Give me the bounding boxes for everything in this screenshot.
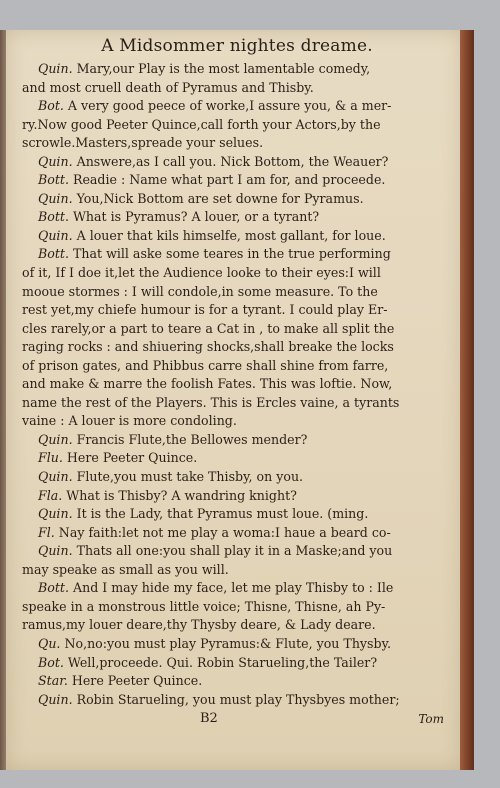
speaker-name: Quin. xyxy=(38,469,73,485)
line-text: and make & marre the foolish Fates. This was loftie. Now, xyxy=(22,376,393,392)
book-page xyxy=(6,30,462,770)
text-line xyxy=(22,412,452,431)
text-line xyxy=(22,431,452,450)
text-line xyxy=(22,449,452,468)
speaker-name: Flu. xyxy=(38,450,63,466)
text-line xyxy=(22,60,452,79)
line-text: mooue stormes : I will condole,in some measure. To the xyxy=(22,283,378,299)
text-line xyxy=(22,338,452,357)
text-line xyxy=(22,598,452,617)
text-line xyxy=(22,616,452,635)
speaker-name: Quin. xyxy=(38,543,73,559)
line-text: ramus,my louer deare,thy Thysby deare, & Lady deare. xyxy=(22,617,376,633)
line-text: That will aske some teares in the true performing xyxy=(72,246,391,262)
text-line xyxy=(22,375,452,394)
speaker-name: Star. xyxy=(38,673,68,689)
line-text: Nay faith:let not me play a woma:I haue a beard co- xyxy=(58,524,391,540)
line-text: Here Peeter Quince. xyxy=(66,450,198,466)
speaker-name: Bott. xyxy=(38,246,69,262)
text-line xyxy=(22,301,452,320)
speaker-name: Bot. xyxy=(38,98,64,114)
line-text: Answere,as I call you. Nick Bottom, the Weauer? xyxy=(76,153,389,169)
speaker-name: Quin. xyxy=(38,431,73,447)
speaker-name: Quin. xyxy=(38,61,73,76)
text-line xyxy=(22,505,452,524)
line-text: It is the Lady, that Pyramus must loue. (ming. xyxy=(76,506,369,522)
book-cover-edge xyxy=(460,30,474,770)
line-text: may speake as small as you will. xyxy=(22,561,229,577)
speaker-name: Quin. xyxy=(38,691,73,707)
text-line xyxy=(22,394,452,413)
text-line xyxy=(22,524,452,543)
line-text: Readie : Name what part I am for, and proceede. xyxy=(72,172,386,188)
speaker-name: Quin. xyxy=(38,506,73,522)
speaker-name: Bott. xyxy=(38,580,69,596)
text-line xyxy=(22,691,452,710)
text-line xyxy=(22,542,452,561)
line-text: ry.Now good Peeter Quince,call forth your Actors,by the xyxy=(22,116,381,132)
speaker-name: Bott. xyxy=(38,209,69,225)
text-line xyxy=(22,283,452,302)
text-line xyxy=(22,672,452,691)
line-text: and most cruell death of Pyramus and Thisby. xyxy=(22,79,314,95)
catchword: Tom xyxy=(418,712,444,727)
text-line xyxy=(22,635,452,654)
text-line xyxy=(22,561,452,580)
text-line xyxy=(22,153,452,172)
line-text: Robin Starueling, you must play Thysbyes mother; xyxy=(76,691,400,707)
line-text: No,no:you must play Pyramus:& Flute, you Thysby. xyxy=(64,635,392,651)
signature-mark: B2 xyxy=(200,711,218,727)
line-text: vaine : A louer is more condoling. xyxy=(22,413,237,429)
line-text: And I may hide my face, let me play Thisby to : Ile xyxy=(72,580,394,596)
text-line xyxy=(22,79,452,98)
text-line xyxy=(22,190,452,209)
speaker-name: Fla. xyxy=(38,487,63,503)
line-text: speake in a monstrous little voice; Thisne, Thisne, ah Py- xyxy=(22,598,386,614)
text-line xyxy=(22,227,452,246)
line-text: Francis Flute,the Bellowes mender? xyxy=(76,431,308,447)
line-text: Here Peeter Quince. xyxy=(71,673,203,689)
line-text: name the rest of the Players. This is Ercles vaine, a tyrants xyxy=(22,394,400,410)
page-footer xyxy=(22,709,452,731)
speaker-name: Quin. xyxy=(38,227,73,243)
text-line xyxy=(22,468,452,487)
line-text: A louer that kils himselfe, most gallant, for loue. xyxy=(76,227,386,243)
line-text: of prison gates, and Phibbus carre shall shine from farre, xyxy=(22,357,389,373)
line-text: scrowle.Masters,spreade your selues. xyxy=(22,135,264,151)
text-line xyxy=(22,171,452,190)
line-text: Mary,our Play is the most lamentable comedy, xyxy=(76,61,371,76)
text-body xyxy=(22,60,452,709)
line-text: What is Thisby? A wandring knight? xyxy=(66,487,297,503)
line-text: Thats all one:you shall play it in a Maske;and you xyxy=(76,543,393,559)
line-text: Well,proceede. Qui. Robin Starueling,the Tailer? xyxy=(67,654,378,670)
speaker-name: Quin. xyxy=(38,153,73,169)
line-text: What is Pyramus? A louer, or a tyrant? xyxy=(72,209,320,225)
text-line xyxy=(22,487,452,506)
text-line xyxy=(22,357,452,376)
speaker-name: Bot. xyxy=(38,654,64,670)
speaker-name: Fl. xyxy=(38,524,55,540)
speaker-name: Qu. xyxy=(38,635,61,651)
line-text: of it, If I doe it,let the Audience looke to their eyes:I will xyxy=(22,265,381,281)
text-line xyxy=(22,116,452,135)
line-text: A very good peece of worke,I assure you, & a mer- xyxy=(67,98,392,114)
line-text: Flute,you must take Thisby, on you. xyxy=(76,469,304,485)
text-line xyxy=(22,579,452,598)
text-line xyxy=(22,320,452,339)
speaker-name: Bott. xyxy=(38,172,69,188)
text-line xyxy=(22,97,452,116)
text-line xyxy=(22,208,452,227)
line-text: rest yet,my chiefe humour is for a tyrant. I could play Er- xyxy=(22,302,388,318)
line-text: You,Nick Bottom are set downe for Pyramus. xyxy=(76,190,364,206)
running-title: A Midsommer nightes dreame. xyxy=(101,36,373,56)
text-line xyxy=(22,245,452,264)
line-text: cles rarely,or a part to teare a Cat in , to make all split the xyxy=(22,320,395,336)
line-text: raging rocks : and shiuering shocks,shall breake the locks xyxy=(22,339,394,355)
speaker-name: Quin. xyxy=(38,190,73,206)
text-line xyxy=(22,654,452,673)
text-line xyxy=(22,134,452,153)
text-line xyxy=(22,264,452,283)
